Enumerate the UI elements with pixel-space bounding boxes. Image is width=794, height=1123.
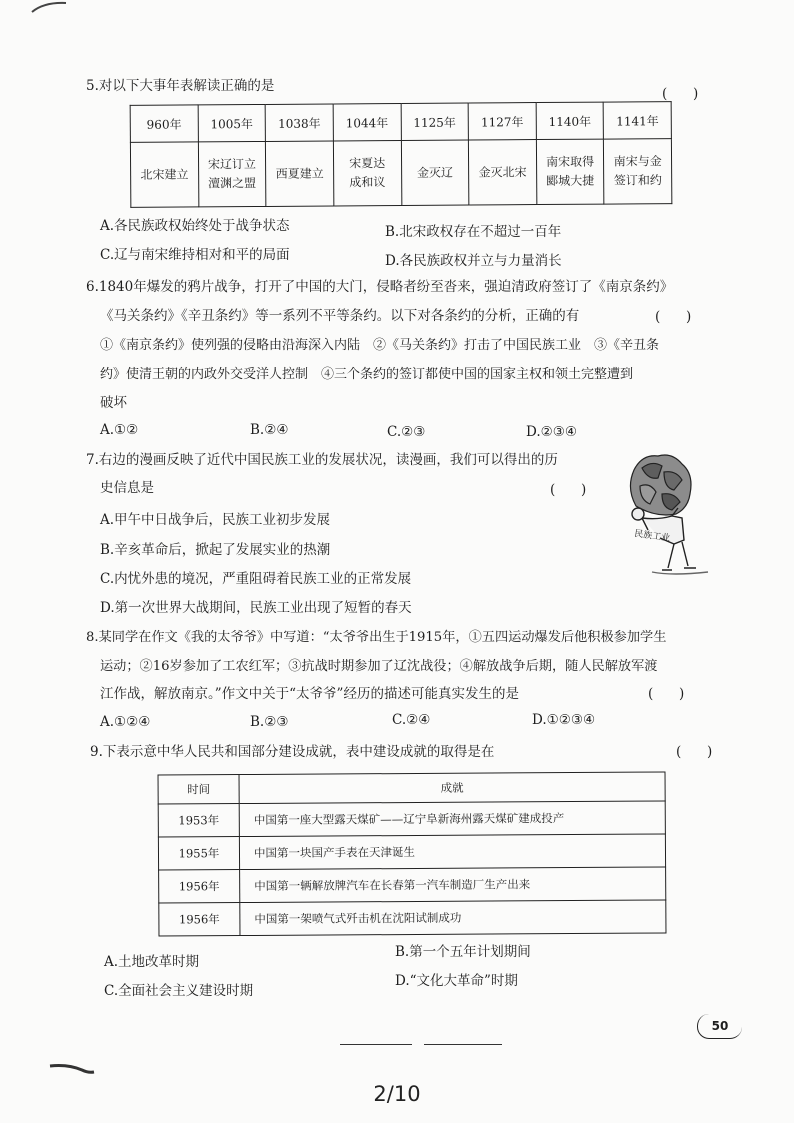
worker-figure: [632, 508, 708, 574]
q8-answer-bracket[interactable]: ( ): [648, 686, 685, 702]
q7-answer-bracket[interactable]: ( ): [550, 482, 587, 498]
year-cell: 1044年: [333, 104, 401, 141]
table-row: [158, 801, 665, 837]
q8-option-d[interactable]: D.①②③④: [532, 712, 596, 728]
q6-option-a[interactable]: A.①②: [100, 422, 139, 438]
cartoon-label: 民族工业: [633, 529, 671, 544]
row-achievement: 中国第一架喷气式歼击机在沈阳试制成功: [240, 900, 666, 936]
q5-answer-bracket[interactable]: ( ): [662, 86, 699, 102]
q5-stem: 5.对以下大事年表解读正确的是: [86, 78, 275, 94]
event-cell: 西夏建立: [266, 141, 334, 206]
q7-cartoon-illustration: [612, 448, 712, 578]
q7-line-1: 7.右边的漫画反映了近代中国民族工业的发展状况，读漫画，我们可以得出的历: [86, 452, 558, 468]
q9-option-c[interactable]: C.全面社会主义建设时期: [104, 983, 254, 999]
year-cell: 1038年: [265, 104, 333, 141]
q8-line-1: 8.某同学在作文《我的太爷爷》中写道：“太爷爷出生于1915年，①五四运动爆发后他积极参加学生: [86, 630, 667, 645]
event-cell: 南宋与金 签订和约: [604, 139, 672, 204]
row-year: 1956年: [159, 903, 240, 936]
q7-option-c[interactable]: C.内忧外患的境况，严重阻碍着民族工业的正常发展: [100, 571, 412, 587]
row-year: 1956年: [159, 870, 240, 903]
q5-option-c[interactable]: C.辽与南宋维持相对和平的局面: [100, 247, 290, 263]
row-achievement: 中国第一块国产手表在天津诞生: [239, 834, 665, 870]
scan-smudge-top: [30, 0, 70, 16]
footer-rule-right: [424, 1044, 502, 1045]
q6-line-5: 破坏: [100, 395, 127, 411]
q6-answer-bracket[interactable]: ( ): [655, 309, 692, 325]
q6-option-d[interactable]: D.②③④: [526, 424, 577, 440]
header-achievement: 成就: [239, 772, 665, 804]
event-cell: 金灭辽: [401, 140, 469, 205]
q5-timeline-table: [130, 101, 673, 208]
scan-smudge-bottom: [48, 1060, 98, 1080]
header-time: 时间: [158, 775, 239, 804]
q9-achievements-table: [158, 771, 667, 936]
year-cell: 1125年: [401, 103, 469, 140]
q8-option-b[interactable]: B.②③: [250, 714, 289, 730]
q7-option-d[interactable]: D.第一次世界大战期间，民族工业出现了短暂的春天: [100, 600, 412, 616]
event-cell: 南宋取得 郾城大捷: [536, 139, 604, 204]
event-cell: 北宋建立: [130, 142, 198, 207]
q7-option-b[interactable]: B.辛亥革命后，掀起了发展实业的热潮: [100, 542, 331, 558]
q6-line-1: 6.1840年爆发的鸦片战争，打开了中国的大门，侵略者纷至沓来，强迫清政府签订了《南京条约》: [86, 279, 674, 295]
q8-line-2: 运动；②16岁参加了工农红军；③抗战时期参加了辽沈战役；④解放战争后期，随人民解放军渡: [100, 659, 658, 674]
q6-option-c[interactable]: C.②③: [387, 424, 426, 440]
q6-line-4: 约》使清王朝的内政外交受洋人控制 ④三个条约的签订都使中国的国家主权和领土完整遭到: [100, 367, 634, 382]
q8-line-3: 江作战，解放南京。”作文中关于“太爷爷”经历的描述可能真实发生的是: [100, 686, 519, 702]
q8-option-c[interactable]: C.②④: [392, 712, 431, 728]
row-year: 1953年: [158, 804, 239, 837]
q9-option-a[interactable]: A.土地改革时期: [104, 954, 200, 970]
year-cell: 1005年: [198, 104, 266, 141]
q9-option-d[interactable]: D.“文化大革命”时期: [395, 973, 518, 989]
row-achievement: 中国第一座大型露天煤矿——辽宁阜新海州露天煤矿建成投产: [239, 801, 665, 837]
q5-option-b[interactable]: B.北宋政权存在不超过一百年: [385, 224, 562, 240]
table-row: [159, 867, 666, 903]
table-row: [158, 834, 665, 870]
q5-year-row: [130, 102, 671, 143]
year-cell: 1141年: [604, 102, 672, 139]
q9-header-row: [158, 772, 665, 804]
q5-event-row: [130, 139, 671, 208]
q7-line-2: 史信息是: [100, 480, 154, 496]
row-year: 1955年: [158, 837, 239, 870]
event-cell: 金灭北宋: [469, 140, 537, 205]
q6-option-b[interactable]: B.②④: [250, 422, 289, 438]
q5-option-a[interactable]: A.各民族政权始终处于战争状态: [100, 218, 290, 234]
year-cell: 1140年: [536, 102, 604, 139]
q7-option-a[interactable]: A.甲午中日战争后，民族工业初步发展: [100, 512, 331, 528]
page-badge: 50: [697, 1014, 742, 1039]
q9-stem: 9.下表示意中华人民共和国部分建设成就，表中建设成就的取得是在: [90, 744, 495, 760]
footer-rule-left: [340, 1044, 412, 1045]
q5-option-d[interactable]: D.各民族政权并立与力量消长: [385, 253, 562, 269]
page-number: 2/10: [373, 1082, 421, 1106]
row-achievement: 中国第一辆解放牌汽车在长春第一汽车制造厂生产出来: [240, 867, 666, 903]
q6-line-2: 《马关条约》《辛丑条约》等一系列不平等条约。以下对各条约的分析，正确的有: [100, 308, 580, 324]
q8-option-a[interactable]: A.①②④: [100, 714, 151, 730]
boulder-burden-icon: [630, 455, 691, 515]
q6-line-3: ①《南京条约》使列强的侵略由沿海深入内陆 ②《马关条约》打击了中国民族工业 ③《辛丑条: [100, 338, 660, 353]
event-cell: 宋辽订立 澶渊之盟: [198, 141, 266, 206]
event-cell: 宋夏达 成和议: [333, 141, 401, 206]
year-cell: 1127年: [468, 103, 536, 140]
year-cell: 960年: [130, 105, 198, 142]
q9-answer-bracket[interactable]: ( ): [676, 744, 713, 760]
table-row: [159, 900, 666, 936]
q9-option-b[interactable]: B.第一个五年计划期间: [395, 944, 531, 960]
